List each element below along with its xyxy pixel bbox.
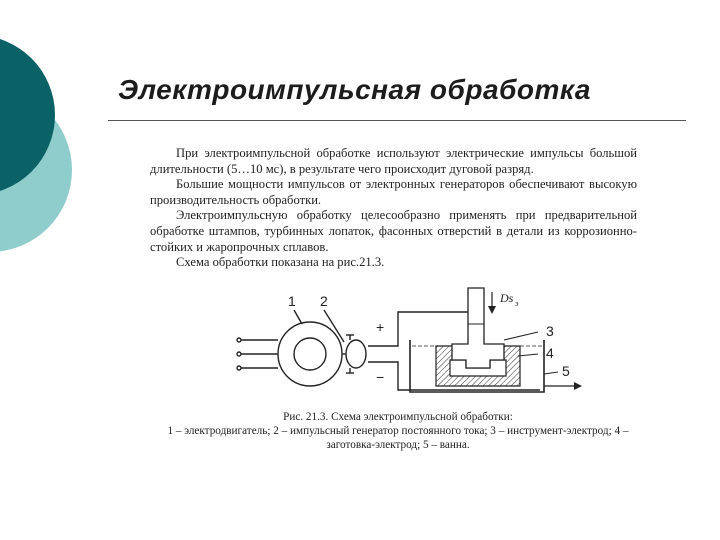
paragraph-4: Схема обработки показана на рис.21.3. — [176, 255, 385, 270]
motor-rotor — [294, 338, 326, 370]
title-divider — [108, 120, 686, 121]
processing-scheme-diagram — [228, 284, 600, 406]
tool-electrode — [452, 288, 504, 368]
feed-subscript: э — [515, 299, 519, 308]
caption-body: 1 – электродвигатель; 2 – импульсный генератор постоянного тока; 3 – инструмент-электрод; 4 – заготовка-электрод; 5 – ванна. — [167, 425, 629, 451]
pulse-generator — [346, 340, 366, 368]
caption-title: Рис. 21.3. Схема электроимпульсной обработки: — [283, 411, 513, 423]
label-5: 5 — [562, 363, 570, 379]
slide-title: Электроимпульсная обработка — [118, 74, 591, 105]
feed-arrow — [488, 306, 496, 314]
feed-label: Ds — [500, 291, 514, 305]
paragraph-1: При электроимпульсной обработке используют электрические импульсы большой длительности (5…10 мс), в результате чего происходит дуговой разряд. — [150, 146, 637, 176]
label-1: 1 — [288, 293, 296, 309]
label-4: 4 — [546, 345, 554, 361]
minus-sign: − — [376, 369, 385, 385]
label-2: 2 — [320, 293, 328, 309]
slide-body — [150, 146, 637, 271]
figure-caption — [160, 410, 636, 452]
outflow-arrow — [574, 382, 582, 390]
motor-outer — [278, 322, 342, 386]
paragraph-2: Большие мощности импульсов от электронных генераторов обеспечивают высокую производительность обработки. — [150, 177, 637, 207]
paragraph-3: Электроимпульсную обработку целесообразно применять при предварительной обработке штампов, турбинных лопаток, фасонных отверстий в детали из коррозионно-стойких и жаропрочных сплавов. — [150, 208, 637, 254]
label-3: 3 — [546, 323, 554, 339]
plus-sign: + — [376, 319, 385, 335]
decorative-circles — [0, 0, 120, 300]
